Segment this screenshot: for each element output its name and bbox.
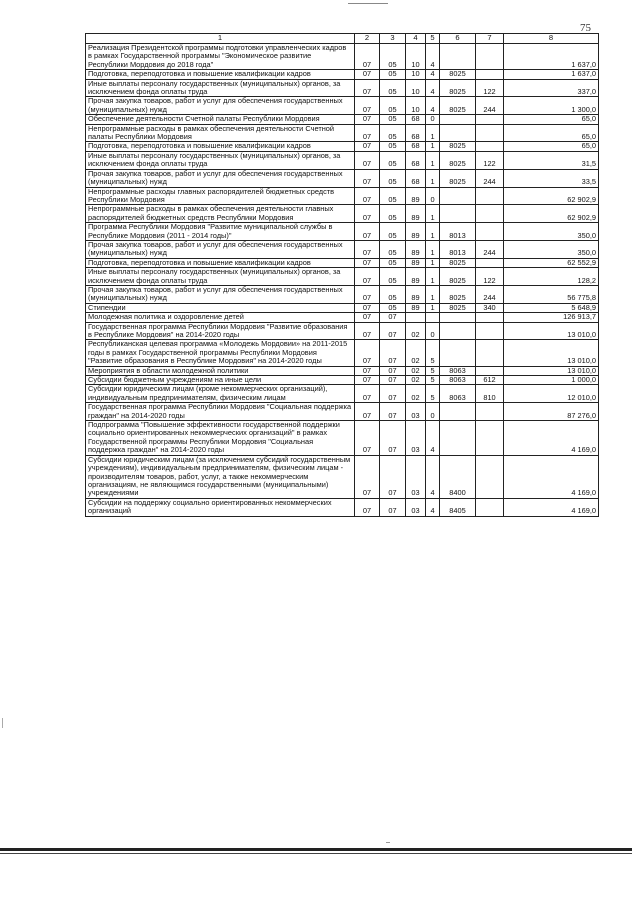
- table-row: [86, 455, 599, 498]
- row-code-section: 07: [355, 223, 380, 241]
- row-code-program: 02: [406, 385, 426, 403]
- row-amount: 56 775,8: [504, 285, 599, 303]
- table-row: [86, 285, 599, 303]
- table-row: [86, 97, 599, 115]
- table-row: [86, 313, 599, 322]
- row-amount: 62 902,9: [504, 205, 599, 223]
- row-code-program: 02: [406, 376, 426, 385]
- row-amount: 65,0: [504, 115, 599, 124]
- row-code-section: 07: [355, 322, 380, 340]
- row-description: Прочая закупка товаров, работ и услуг для обеспечения государственных (муниципальных) нужд: [86, 240, 355, 258]
- row-code-expense-type: [476, 115, 504, 124]
- row-code-section: 07: [355, 205, 380, 223]
- row-amount: 31,5: [504, 151, 599, 169]
- row-amount: 5 648,9: [504, 303, 599, 312]
- row-code-subsection: 05: [380, 97, 406, 115]
- column-header: 8: [504, 34, 599, 44]
- row-code-section: 07: [355, 240, 380, 258]
- table-row: [86, 79, 599, 97]
- row-description: Субсидии юридическим лицам (за исключением субсидий государственным учреждениям), индивидуальным предпринимателям, физическим лицам - производителям товаров, работ, услуг, а также некоммерческим организациям, не являющимся государственными (муниципальными) учреждениями: [86, 455, 355, 498]
- row-code-expense-type: [476, 258, 504, 267]
- row-code-section: 07: [355, 340, 380, 366]
- row-code-section: 07: [355, 366, 380, 375]
- row-amount: 13 010,0: [504, 366, 599, 375]
- row-code-subprogram: 0: [426, 322, 440, 340]
- row-code-expense-type: [476, 421, 504, 456]
- row-code-program: 89: [406, 285, 426, 303]
- page-number: 75: [580, 22, 591, 34]
- row-code-direction: [440, 124, 476, 142]
- table-row: [86, 403, 599, 421]
- row-code-subprogram: 4: [426, 70, 440, 79]
- table-row: [86, 115, 599, 124]
- scan-mark: [348, 3, 388, 4]
- column-header: 1: [86, 34, 355, 44]
- row-amount: 62 902,9: [504, 187, 599, 205]
- row-code-subprogram: 1: [426, 285, 440, 303]
- row-code-subprogram: 1: [426, 142, 440, 151]
- table-row: [86, 187, 599, 205]
- row-code-program: 02: [406, 366, 426, 375]
- row-code-direction: 8025: [440, 285, 476, 303]
- row-amount: 4 169,0: [504, 455, 599, 498]
- row-code-section: 07: [355, 421, 380, 456]
- row-description: Программа Республики Мордовия "Развитие муниципальной службы в Республике Мордовия (2011 - 2014 годы)": [86, 223, 355, 241]
- row-code-subprogram: 1: [426, 124, 440, 142]
- row-code-subprogram: 4: [426, 455, 440, 498]
- row-code-subprogram: 0: [426, 403, 440, 421]
- row-code-direction: 8013: [440, 240, 476, 258]
- row-code-program: 10: [406, 79, 426, 97]
- row-code-direction: 8025: [440, 169, 476, 187]
- row-code-program: 68: [406, 169, 426, 187]
- column-header: 3: [380, 34, 406, 44]
- row-code-subsection: 05: [380, 115, 406, 124]
- table-row: [86, 205, 599, 223]
- row-amount: 33,5: [504, 169, 599, 187]
- row-code-program: 10: [406, 44, 426, 70]
- row-code-program: 10: [406, 97, 426, 115]
- row-code-section: 07: [355, 376, 380, 385]
- row-code-subsection: 05: [380, 268, 406, 286]
- row-code-subprogram: 1: [426, 205, 440, 223]
- row-amount: 13 010,0: [504, 322, 599, 340]
- row-code-section: 07: [355, 124, 380, 142]
- row-code-subsection: 05: [380, 187, 406, 205]
- row-description: Непрограммные расходы в рамках обеспечения деятельности Счетной палаты Республики Мордовия: [86, 124, 355, 142]
- row-code-section: 07: [355, 97, 380, 115]
- row-code-section: 07: [355, 169, 380, 187]
- row-code-program: 02: [406, 322, 426, 340]
- table-row: [86, 366, 599, 375]
- table-row: [86, 240, 599, 258]
- row-code-subprogram: 4: [426, 97, 440, 115]
- row-amount: 1 000,0: [504, 376, 599, 385]
- column-header: 7: [476, 34, 504, 44]
- row-code-program: 89: [406, 205, 426, 223]
- table-row: [86, 303, 599, 312]
- row-code-expense-type: [476, 223, 504, 241]
- row-description: Субсидии юридическим лицам (кроме некоммерческих организаций), индивидуальным предпринимателям, физическим лицам: [86, 385, 355, 403]
- row-description: Республиканская целевая программа «Молодежь Мордовии» на 2011-2015 годы в рамках Государственной программы Республики Мордовия "Развитие образования в Республике Мордовия" на 2014-2020 годы: [86, 340, 355, 366]
- bottom-rule: [0, 848, 632, 851]
- row-code-program: 89: [406, 223, 426, 241]
- row-code-subprogram: 0: [426, 115, 440, 124]
- row-code-section: 07: [355, 79, 380, 97]
- row-code-subprogram: 1: [426, 169, 440, 187]
- row-code-expense-type: 122: [476, 79, 504, 97]
- row-description: Мероприятия в области молодежной политики: [86, 366, 355, 375]
- row-code-expense-type: [476, 340, 504, 366]
- row-code-direction: 8025: [440, 151, 476, 169]
- row-code-direction: [440, 322, 476, 340]
- row-code-subprogram: 5: [426, 366, 440, 375]
- row-amount: 337,0: [504, 79, 599, 97]
- budget-table: [85, 33, 599, 517]
- row-code-direction: 8025: [440, 258, 476, 267]
- row-description: Иные выплаты персоналу государственных (муниципальных) органов, за исключением фонда оплаты труда: [86, 151, 355, 169]
- row-description: Иные выплаты персоналу государственных (муниципальных) органов, за исключением фонда оплаты труда: [86, 268, 355, 286]
- row-code-direction: 8400: [440, 455, 476, 498]
- row-code-subprogram: 0: [426, 187, 440, 205]
- row-code-section: 07: [355, 455, 380, 498]
- table-row: [86, 151, 599, 169]
- row-code-direction: [440, 313, 476, 322]
- row-code-expense-type: [476, 322, 504, 340]
- row-code-section: 07: [355, 142, 380, 151]
- row-code-subsection: 07: [380, 376, 406, 385]
- row-amount: 12 010,0: [504, 385, 599, 403]
- column-header: 2: [355, 34, 380, 44]
- row-code-section: 07: [355, 303, 380, 312]
- row-code-expense-type: 810: [476, 385, 504, 403]
- row-code-subprogram: 1: [426, 268, 440, 286]
- row-description: Подготовка, переподготовка и повышение квалификации кадров: [86, 142, 355, 151]
- row-code-section: 07: [355, 403, 380, 421]
- row-amount: 1 637,0: [504, 44, 599, 70]
- row-code-direction: [440, 421, 476, 456]
- row-code-direction: 8025: [440, 70, 476, 79]
- row-code-subsection: 05: [380, 79, 406, 97]
- row-code-program: 03: [406, 498, 426, 516]
- row-code-expense-type: 244: [476, 240, 504, 258]
- row-code-expense-type: [476, 403, 504, 421]
- table-row: [86, 70, 599, 79]
- row-code-program: 68: [406, 151, 426, 169]
- row-code-program: 02: [406, 340, 426, 366]
- row-description: Непрограммные расходы главных распорядителей бюджетных средств Республики Мордовия: [86, 187, 355, 205]
- row-amount: 1 637,0: [504, 70, 599, 79]
- row-description: Субсидии бюджетным учреждениям на иные цели: [86, 376, 355, 385]
- row-code-section: 07: [355, 187, 380, 205]
- row-description: Подпрограмма "Повышение эффективности государственной поддержки социально ориентированных некоммерческих организаций" в рамках Государственной программы Республики Мордовия "Социальная поддержка граждан" на 2014-2020 годы: [86, 421, 355, 456]
- table-row: [86, 268, 599, 286]
- row-code-subsection: 05: [380, 240, 406, 258]
- row-code-section: 07: [355, 115, 380, 124]
- row-code-subprogram: 5: [426, 385, 440, 403]
- row-description: Молодежная политика и оздоровление детей: [86, 313, 355, 322]
- row-code-direction: [440, 187, 476, 205]
- row-code-subsection: 05: [380, 258, 406, 267]
- row-description: Прочая закупка товаров, работ и услуг для обеспечения государственных (муниципальных) нужд: [86, 97, 355, 115]
- row-amount: 350,0: [504, 240, 599, 258]
- row-code-subprogram: 4: [426, 421, 440, 456]
- row-code-section: 07: [355, 44, 380, 70]
- row-code-subsection: 05: [380, 285, 406, 303]
- row-code-program: 03: [406, 455, 426, 498]
- column-header: 6: [440, 34, 476, 44]
- row-code-section: 07: [355, 385, 380, 403]
- row-code-expense-type: [476, 124, 504, 142]
- table-row: [86, 44, 599, 70]
- row-amount: 65,0: [504, 142, 599, 151]
- row-code-direction: [440, 44, 476, 70]
- row-code-expense-type: [476, 205, 504, 223]
- row-code-section: 07: [355, 70, 380, 79]
- row-description: Подготовка, переподготовка и повышение квалификации кадров: [86, 70, 355, 79]
- row-code-direction: [440, 340, 476, 366]
- row-code-direction: 8063: [440, 376, 476, 385]
- row-amount: 65,0: [504, 124, 599, 142]
- row-code-expense-type: 122: [476, 268, 504, 286]
- row-code-direction: 8405: [440, 498, 476, 516]
- row-code-program: 03: [406, 403, 426, 421]
- row-code-direction: 8063: [440, 385, 476, 403]
- row-description: Субсидии на поддержку социально ориентированных некоммерческих организаций: [86, 498, 355, 516]
- row-code-program: 68: [406, 124, 426, 142]
- row-description: Реализация Президентской программы подготовки управленческих кадров в рамках Государственной программы "Экономическое развитие Республики Мордовия до 2018 года": [86, 44, 355, 70]
- row-code-expense-type: [476, 366, 504, 375]
- table-row: [86, 258, 599, 267]
- row-code-subsection: 05: [380, 205, 406, 223]
- row-code-subsection: 05: [380, 70, 406, 79]
- row-code-program: 89: [406, 187, 426, 205]
- row-code-direction: 8013: [440, 223, 476, 241]
- row-description: Иные выплаты персоналу государственных (муниципальных) органов, за исключением фонда оплаты труда: [86, 79, 355, 97]
- row-code-direction: 8025: [440, 268, 476, 286]
- row-code-subsection: 07: [380, 366, 406, 375]
- row-amount: 62 552,9: [504, 258, 599, 267]
- row-code-expense-type: 244: [476, 169, 504, 187]
- row-code-subsection: 05: [380, 44, 406, 70]
- table-row: [86, 142, 599, 151]
- row-code-subsection: 05: [380, 169, 406, 187]
- row-code-subprogram: 1: [426, 303, 440, 312]
- row-code-program: 89: [406, 240, 426, 258]
- bottom-rule: [0, 853, 632, 854]
- row-code-direction: 8025: [440, 79, 476, 97]
- table-row: [86, 421, 599, 456]
- row-code-section: 07: [355, 285, 380, 303]
- scan-mark: [386, 842, 390, 843]
- row-description: Государственная программа Республики Мордовия "Развитие образования в Республике Мордовия" на 2014-2020 годы: [86, 322, 355, 340]
- row-code-expense-type: 122: [476, 151, 504, 169]
- table-row: [86, 498, 599, 516]
- row-amount: 4 169,0: [504, 498, 599, 516]
- row-description: Подготовка, переподготовка и повышение квалификации кадров: [86, 258, 355, 267]
- table-row: [86, 376, 599, 385]
- row-code-subsection: 07: [380, 403, 406, 421]
- table-row: [86, 385, 599, 403]
- row-code-direction: 8025: [440, 142, 476, 151]
- row-code-subprogram: 1: [426, 151, 440, 169]
- row-code-subsection: 07: [380, 455, 406, 498]
- row-code-subprogram: 1: [426, 240, 440, 258]
- row-code-subsection: 05: [380, 303, 406, 312]
- row-code-section: 07: [355, 258, 380, 267]
- row-code-program: 89: [406, 258, 426, 267]
- row-code-subsection: 07: [380, 421, 406, 456]
- row-description: Государственная программа Республики Мордовия "Социальная поддержка граждан" на 2014-2020 годы: [86, 403, 355, 421]
- row-amount: 87 276,0: [504, 403, 599, 421]
- table-row: [86, 322, 599, 340]
- row-code-expense-type: 244: [476, 285, 504, 303]
- row-code-section: 07: [355, 498, 380, 516]
- row-code-expense-type: [476, 70, 504, 79]
- row-description: Прочая закупка товаров, работ и услуг для обеспечения государственных (муниципальных) нужд: [86, 285, 355, 303]
- row-code-program: 89: [406, 268, 426, 286]
- row-code-subprogram: 4: [426, 79, 440, 97]
- row-code-subsection: 07: [380, 385, 406, 403]
- table-row: [86, 340, 599, 366]
- row-code-expense-type: [476, 187, 504, 205]
- row-amount: 128,2: [504, 268, 599, 286]
- row-code-subsection: 07: [380, 340, 406, 366]
- row-code-program: 68: [406, 115, 426, 124]
- row-code-direction: [440, 205, 476, 223]
- row-code-program: 10: [406, 70, 426, 79]
- row-code-program: [406, 313, 426, 322]
- table-body: [86, 44, 599, 517]
- row-code-subsection: 05: [380, 223, 406, 241]
- row-amount: 1 300,0: [504, 97, 599, 115]
- row-code-program: 89: [406, 303, 426, 312]
- row-code-subsection: 07: [380, 498, 406, 516]
- row-code-program: 03: [406, 421, 426, 456]
- row-code-section: 07: [355, 151, 380, 169]
- row-code-section: 07: [355, 313, 380, 322]
- row-code-subsection: 07: [380, 322, 406, 340]
- row-code-subsection: 07: [380, 313, 406, 322]
- row-code-expense-type: [476, 44, 504, 70]
- table-row: [86, 124, 599, 142]
- row-code-subprogram: [426, 313, 440, 322]
- row-description: Прочая закупка товаров, работ и услуг для обеспечения государственных (муниципальных) нужд: [86, 169, 355, 187]
- table-row: [86, 223, 599, 241]
- row-description: Непрограммные расходы в рамках обеспечения деятельности главных распорядителей бюджетных средств Республики Мордовия: [86, 205, 355, 223]
- row-code-subprogram: 4: [426, 44, 440, 70]
- row-code-subprogram: 5: [426, 340, 440, 366]
- row-code-expense-type: [476, 498, 504, 516]
- row-code-section: 07: [355, 268, 380, 286]
- row-description: Стипендии: [86, 303, 355, 312]
- row-code-direction: 8025: [440, 303, 476, 312]
- row-code-direction: 8063: [440, 366, 476, 375]
- row-code-direction: 8025: [440, 97, 476, 115]
- row-code-subprogram: 1: [426, 223, 440, 241]
- row-code-subsection: 05: [380, 124, 406, 142]
- row-code-subprogram: 4: [426, 498, 440, 516]
- row-amount: 4 169,0: [504, 421, 599, 456]
- row-description: Обеспечение деятельности Счетной палаты Республики Мордовия: [86, 115, 355, 124]
- row-amount: 350,0: [504, 223, 599, 241]
- row-code-expense-type: [476, 313, 504, 322]
- row-amount: 126 913,7: [504, 313, 599, 322]
- row-code-program: 68: [406, 142, 426, 151]
- row-code-expense-type: 340: [476, 303, 504, 312]
- table-header-row: [86, 34, 599, 44]
- row-amount: 13 010,0: [504, 340, 599, 366]
- column-header: 5: [426, 34, 440, 44]
- row-code-direction: [440, 403, 476, 421]
- row-code-subsection: 05: [380, 151, 406, 169]
- row-code-subprogram: 5: [426, 376, 440, 385]
- row-code-subprogram: 1: [426, 258, 440, 267]
- row-code-subsection: 05: [380, 142, 406, 151]
- row-code-expense-type: [476, 455, 504, 498]
- row-code-expense-type: [476, 142, 504, 151]
- row-code-expense-type: 244: [476, 97, 504, 115]
- table-row: [86, 169, 599, 187]
- row-code-direction: [440, 115, 476, 124]
- scan-mark: [2, 718, 3, 728]
- column-header: 4: [406, 34, 426, 44]
- row-code-expense-type: 612: [476, 376, 504, 385]
